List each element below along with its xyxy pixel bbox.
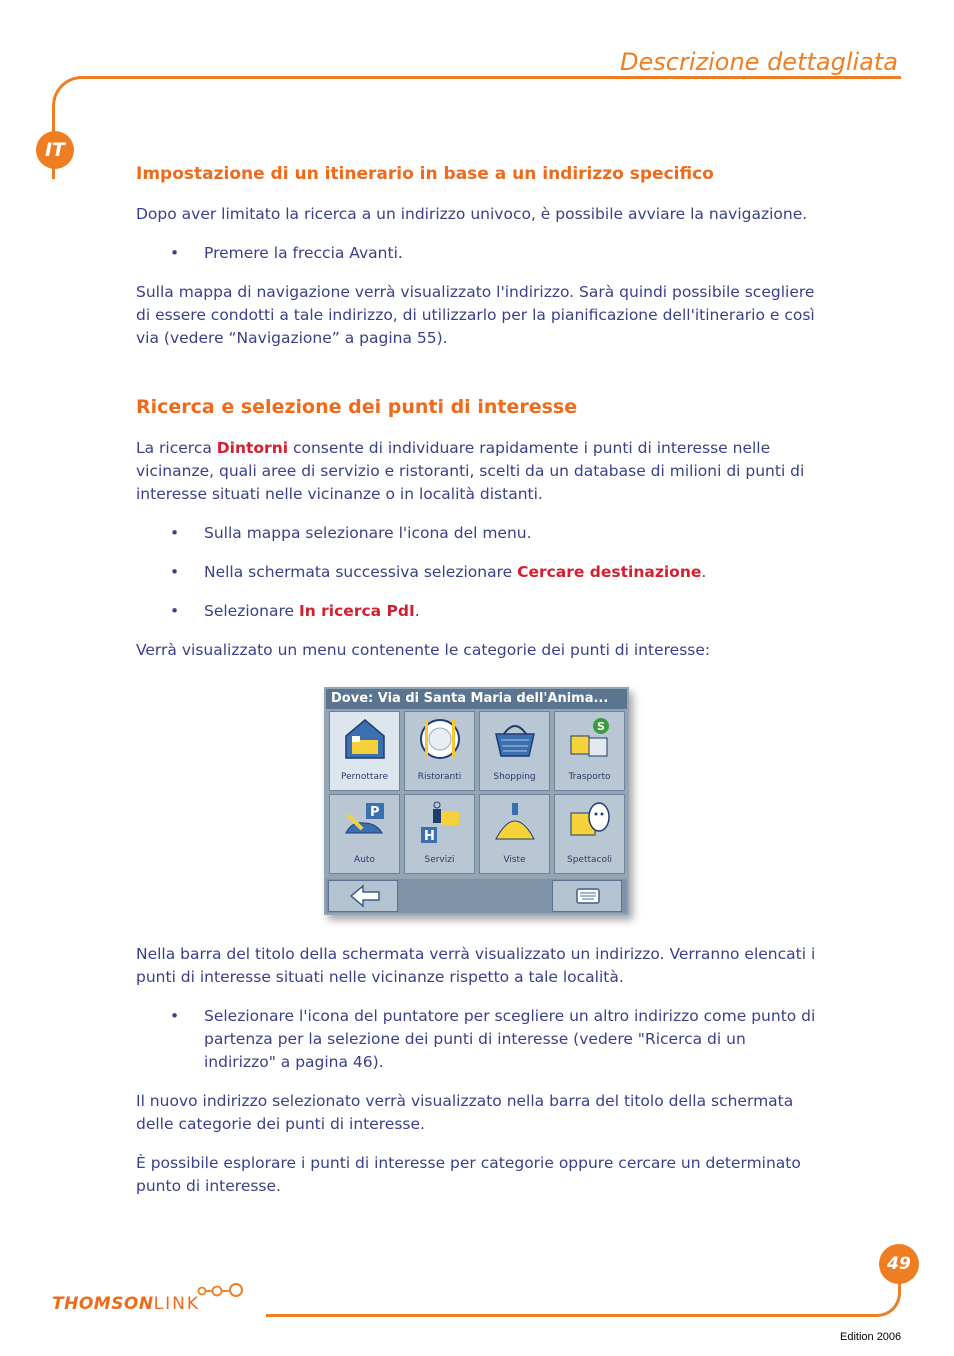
- back-arrow-icon: [329, 881, 399, 911]
- poi-tile-trasporto[interactable]: [554, 711, 625, 791]
- tile-label: Ristoranti: [417, 772, 462, 782]
- svg-text:S: S: [597, 720, 605, 733]
- paragraph: La ricerca Dintorni consente di individuare rapidamente i punti di interesse nelle vicinanze, quali aree di servizio e ristoranti, scelti da un database di milioni di punti di interesse situati nelle vicinanze o in località distanti.: [136, 439, 805, 503]
- screen-bottom-bar: [326, 879, 627, 913]
- car-wrench-icon: [342, 799, 388, 845]
- bullet-list: [136, 1005, 816, 1074]
- poi-tile-ristoranti[interactable]: [404, 711, 475, 791]
- hotel-bed-icon: [342, 716, 388, 762]
- keyboard-icon: [553, 881, 623, 911]
- language-badge: IT: [36, 131, 74, 169]
- shopping-basket-icon: [492, 716, 538, 762]
- page-header-title: Descrizione dettagliata: [620, 48, 898, 76]
- list-item: • Selezionare In ricerca PdI.: [136, 600, 816, 623]
- poi-tile-shopping[interactable]: [479, 711, 550, 791]
- main-content-lower: [136, 943, 816, 1198]
- paragraph: È possibile esplorare i punti di interesse per categorie oppure cercare un determinato punto di interesse.: [136, 1154, 801, 1195]
- bullet-list: [136, 522, 816, 623]
- services-icon: [417, 799, 463, 845]
- svg-text:H: H: [424, 829, 435, 844]
- poi-tile-spettacoli[interactable]: [554, 794, 625, 874]
- paragraph: Verrà visualizzato un menu contenente le categorie dei punti di interesse:: [136, 641, 711, 659]
- transport-icon: [567, 716, 613, 762]
- tile-label: Spettacoli: [567, 855, 612, 865]
- keyboard-button[interactable]: [552, 880, 622, 912]
- paragraph: Sulla mappa di navigazione verrà visualizzato l'indirizzo. Sarà quindi possibile scegliere di essere condotti a tale indirizzo, di utilizzarlo per la pianificazione dell'itinerario e così via (vedere “Navigazione” a pagina 55).: [136, 283, 815, 347]
- tile-label: Trasporto: [568, 772, 611, 782]
- edition-label: Edition 2006: [840, 1331, 902, 1343]
- theatre-mask-icon: [567, 799, 613, 845]
- footer-frame-line: [266, 1278, 901, 1317]
- poi-tile-auto[interactable]: [329, 794, 400, 874]
- section-heading-poi: Ricerca e selezione dei punti di interesse: [136, 396, 578, 418]
- section-heading-itinerary: Impostazione di un itinerario in base a un indirizzo specifico: [136, 164, 714, 184]
- tile-label: Auto: [354, 855, 375, 865]
- back-button[interactable]: [328, 880, 398, 912]
- screen-title-bar: Dove: Via di Santa Maria dell'Anima...: [326, 689, 627, 709]
- svg-text:P: P: [370, 805, 380, 820]
- tile-label: Shopping: [493, 772, 536, 782]
- tile-label: Servizi: [424, 855, 455, 865]
- tile-label: Pernottare: [340, 772, 388, 782]
- paragraph: Nella barra del titolo della schermata verrà visualizzato un indirizzo. Verranno elencati i punti di interesse situati nelle vicinanze rispetto a tale località.: [136, 945, 816, 986]
- bullet-list: [136, 242, 816, 265]
- sights-monument-icon: [492, 799, 538, 845]
- list-item: • Sulla mappa selezionare l'icona del menu.: [136, 522, 816, 545]
- paragraph: Dopo aver limitato la ricerca a un indirizzo univoco, è possibile avviare la navigazione.: [136, 205, 808, 223]
- tile-label: Viste: [503, 855, 526, 865]
- main-content: [136, 160, 816, 662]
- list-item: • Selezionare l'icona del puntatore per scegliere un altro indirizzo come punto di partenza per la selezione dei punti di interesse (vedere "Ricerca di un indirizzo" a pagina 46).: [136, 1005, 816, 1074]
- poi-tile-viste[interactable]: [479, 794, 550, 874]
- list-item: • Nella schermata successiva selezionare Cercare destinazione.: [136, 561, 816, 584]
- poi-tile-pernottare[interactable]: [329, 711, 400, 791]
- list-item: • Premere la freccia Avanti.: [136, 242, 816, 265]
- page-number-badge: 49: [879, 1244, 919, 1284]
- paragraph: Il nuovo indirizzo selezionato verrà visualizzato nella barra del titolo della schermata delle categorie dei punti di interesse.: [136, 1092, 794, 1133]
- plate-cutlery-icon: [417, 716, 463, 762]
- poi-tile-servizi[interactable]: [404, 794, 475, 874]
- logo-rings-icon: [196, 1282, 262, 1298]
- thomson-link-logo: THOMSONLINK: [52, 1294, 200, 1314]
- poi-menu-screenshot: [324, 687, 629, 915]
